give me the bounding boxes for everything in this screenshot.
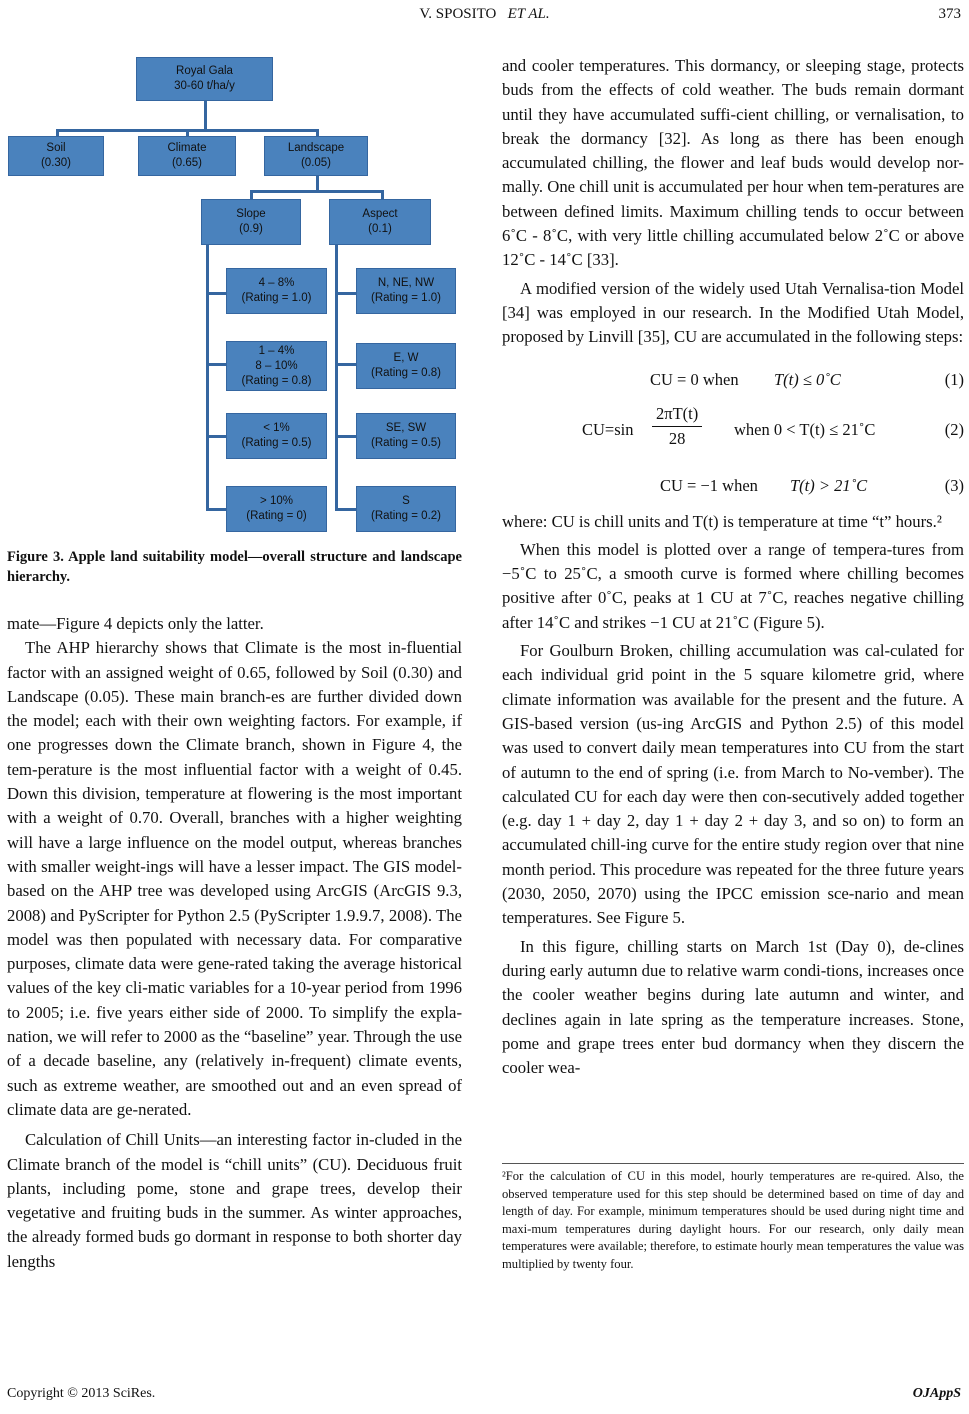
aspect-node: Aspect (0.1)	[329, 199, 431, 245]
equation-2: CU=sin $\frac{2\pi T(t)}{28}$ when 0 < T(t) ≤ 21˚C (2)	[502, 398, 964, 460]
right-column	[502, 54, 964, 1080]
left-column	[7, 612, 462, 1274]
paragraph: The AHP hierarchy shows that Climate is the most in-fluential factor with an assigned weight of 0.65, followed by Soil (0.30) and Landscape (0.05). These main branch-es are further divided down the model; each with their own weighting factors. For example, if one progresses down the Climate branch, shown in Figure 4, the tem-perature is the most influential factor with a weight of 0.45. Down this division, temperature at flowering is the most important with a weight of 0.70. Overall, branches with a higher weighting will have a large influence on the model output, whereas branches with smaller weight-ings will have a lesser impact. The GIS model-based on the AHP tree was developed using ArcGIS (ArcGIS 9.3, 2008) and PyScripter for Python 2.5 (PyScripter 1.9.9.7, 2008). The model was then populated with necessary data. For comparative purposes, climate data were gene-rated taking the average historical values of the key cli-matic variables for a 10-year period from 1996 to 2005; i.e. five years either side of 2000. To simplify the expla-nation, we will refer to 2000 as the “baseline” year. Through the use of a decade baseline, any (relatively in-frequent) climate events, such as extreme weather, are smoothed out and an even spread of climate data are ge-nerated.	[7, 638, 462, 1119]
copyright: Copyright © 2013 SciRes.	[7, 1386, 156, 1401]
slope-node: Slope (0.9)	[201, 199, 301, 245]
connector	[335, 508, 357, 511]
slope-item: < 1% (Rating = 0.5)	[226, 413, 327, 459]
equation-3: CU = −1 when T(t) > 21˚C (3)	[660, 475, 964, 495]
connector	[335, 245, 338, 510]
connector	[206, 292, 228, 295]
figure-3-diagram	[0, 40, 469, 540]
paragraph: and cooler temperatures. This dormancy, or sleeping stage, protects buds from the effects of cold weather. The buds remain dormant until they have accumulated suffi-cient chilling, or vernalisation, to break the dormancy [32]. As long as there has been enough accumulated chilling, the flower and leaf buds would develop nor-mally. One chill unit is accumulated per hour when tem-peratures are between defined limits. Maximum chilling tends to occur between 6˚C - 8˚C, with very little chilling accumulated below 2˚C or above 12˚C - 14˚C [33].	[502, 56, 964, 270]
slope-item: 4 – 8% (Rating = 1.0)	[226, 268, 327, 314]
paragraph: where: CU is chill units and T(t) is temperature at time “t” hours.²	[502, 511, 942, 531]
aspect-item: S (Rating = 0.2)	[356, 486, 456, 532]
landscape-node: Landscape (0.05)	[264, 136, 368, 176]
aspect-item: N, NE, NW (Rating = 1.0)	[356, 268, 456, 314]
figure-caption: Figure 3. Apple land suitability model—overall structure and landscape hierarchy.	[7, 549, 462, 585]
journal-name: OJAppS	[912, 1386, 961, 1401]
aspect-item: E, W (Rating = 0.8)	[356, 343, 456, 389]
connector	[206, 435, 228, 438]
connector	[250, 190, 384, 193]
page-footer	[7, 1386, 961, 1404]
connector	[204, 100, 207, 130]
connector	[316, 176, 319, 191]
climate-node: Climate (0.65)	[138, 136, 236, 176]
slope-item: 1 – 4% 8 – 10% (Rating = 0.8)	[226, 341, 327, 391]
header-authors: V. SPOSITO ET AL.	[419, 6, 550, 22]
paragraph: mate—Figure 4 depicts only the latter.	[7, 614, 264, 633]
connector	[335, 363, 357, 366]
paragraph: In this figure, chilling starts on March 1st (Day 0), de-clines during early autumn due to relative warm condi-tions, increases once the cooler weather begins during late autumn and winter, and declines again in late spring as the temperature increases. Stone, pome and grape trees enter bud dormancy when they discern the cooler wea-	[502, 936, 964, 1078]
paragraph: A modified version of the widely used Utah Vernalisa-tion Model [34] was employed in our research. In the Modified Utah Model, proposed by Linvill [35], CU are accumulated in the following steps:	[502, 278, 964, 347]
connector	[206, 363, 228, 366]
connector	[335, 435, 357, 438]
paragraph: For Goulburn Broken, chilling accumulation was cal-culated for each individual grid point in the 5 square kilometre grid, where climate information was available for the present and the future. A GIS-based version (us-ing ArcGIS and Python 2.5) of this model was used to convert daily mean temperatures into CU from the start of autumn to the end of spring (i.e. from March to No-vember). The calculated CU for each day were then con-secutively added together (e.g. day 1 + day 2, day 1 + day 2 + day 3, and so on) to form an accumulated chill-ing curve for the entire study region over that nine month period. This procedure was repeated for the three future years (2030, 2050, 2070) using the IPCC emission sce-nario and mean temperatures. See Figure 5.	[502, 641, 964, 928]
footnote: ²For the calculation of CU in this model, hourly temperatures are re-quired. Also, the observed temperature used for this step should be determined based on time of day and length of day. For example, minimum temperatures should be used during night time and maxi-mum temperatures during daylight hours. For our research, only daily mean temperatures were available; therefore, to estimate hourly mean temperatures the value was multiplied by twenty four.	[502, 1163, 964, 1274]
slope-item: > 10% (Rating = 0)	[226, 486, 327, 532]
root-node: Royal Gala 30-60 t/ha/y	[136, 57, 273, 101]
paragraph: When this model is plotted over a range of tempera-tures from −5˚C to 25˚C, a smooth curve is formed where chilling becomes positive after 0˚C, peaks at 1 CU at 7˚C, reaches negative chilling after 14˚C and strikes −1 CU at 21˚C (Figure 5).	[502, 539, 964, 632]
connector	[335, 292, 357, 295]
paragraph: Calculation of Chill Units—an interesting factor in-cluded in the Climate branch of the model is “chill units” (CU). Deciduous fruit plants, including pome, stone and grape trees, develop their vegetative and fruiting buds in the summer. As winter approaches, the already formed buds go dormant in response to both shorter day lengths	[7, 1130, 462, 1271]
fraction: $\frac{2\pi T(t)}{28}$	[652, 402, 702, 452]
connector	[206, 508, 228, 511]
aspect-item: SE, SW (Rating = 0.5)	[356, 413, 456, 459]
connector	[206, 245, 209, 510]
equation-1: CU = 0 when T(t) ≤ 0˚C (1)	[650, 369, 964, 389]
soil-node: Soil (0.30)	[8, 136, 104, 176]
page-number: 373	[938, 6, 961, 22]
running-header	[0, 6, 969, 30]
